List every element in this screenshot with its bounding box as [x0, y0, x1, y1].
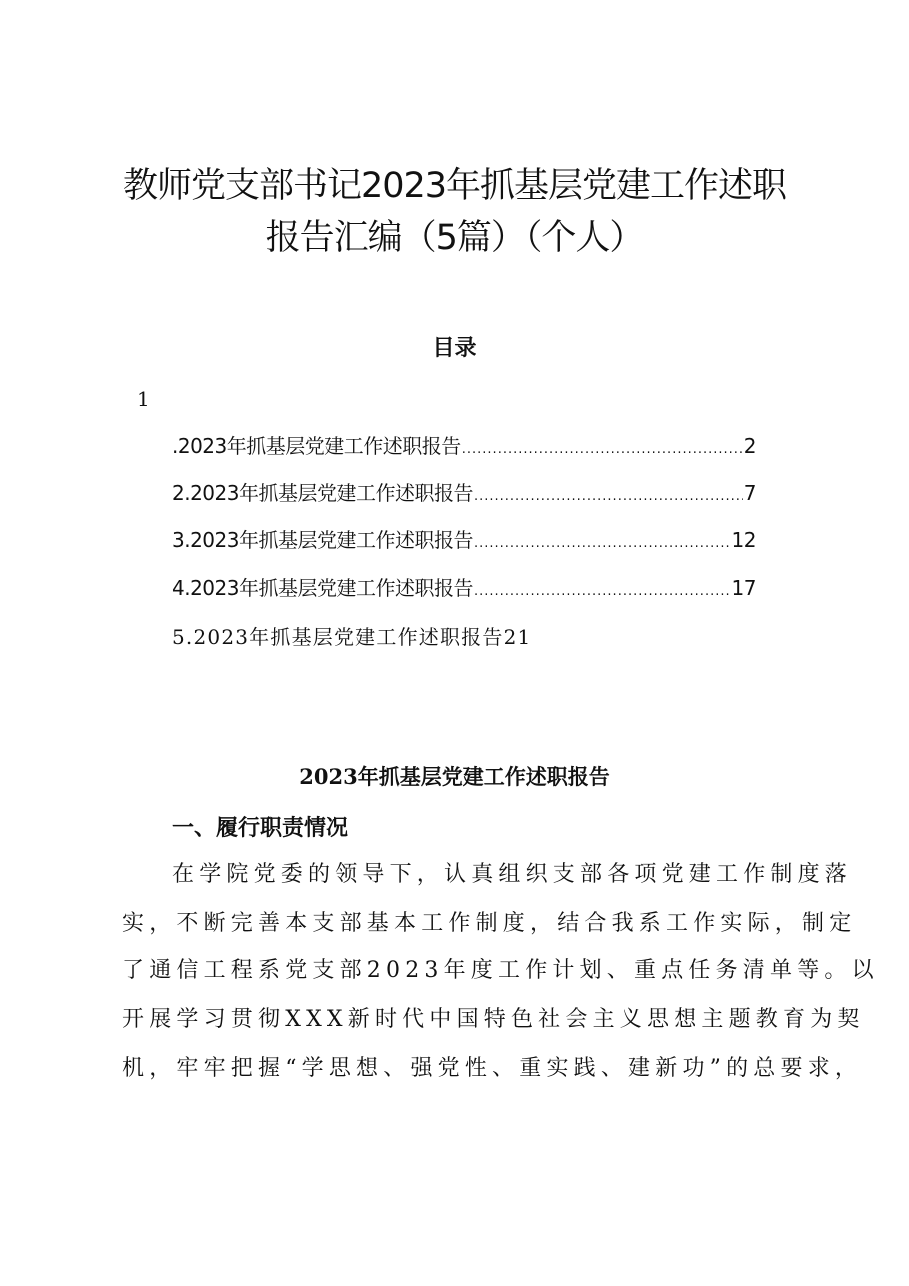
toc-entry[interactable]: [172, 573, 756, 603]
toc-leader-dots: [474, 529, 731, 559]
toc-entry[interactable]: [172, 431, 756, 461]
section-heading: 一、履行职责情况: [172, 816, 349, 841]
toc-entry-title: .2023年抓基层党建工作述职报告: [172, 434, 461, 458]
toc-entry[interactable]: [172, 478, 756, 508]
toc-entry-title: 2.2023年抓基层党建工作述职报告: [172, 481, 473, 505]
toc-entry[interactable]: [172, 525, 756, 555]
body-text-line: 开展学习贯彻XXX新时代中国特色社会主义思想主题教育为契: [122, 1007, 865, 1032]
document-title-line-1: 教师党支部书记2023年抓基层党建工作述职: [122, 166, 787, 206]
toc-leader-dots: [474, 482, 743, 512]
body-text-line: 实，不断完善本支部基本工作制度，结合我系工作实际，制定: [122, 911, 857, 936]
document-title-line-2: 报告汇编（5篇）（个人）: [265, 218, 644, 258]
toc-entry-page: 7: [743, 481, 756, 505]
toc-entry-title: 3.2023年抓基层党建工作述职报告: [172, 528, 473, 552]
body-text-line: 了通信工程系党支部2023年度工作计划、重点任务清单等。以: [122, 958, 879, 983]
toc-entry-page: 2: [743, 434, 756, 458]
toc-entry-last[interactable]: 5.2023年抓基层党建工作述职报告21: [172, 625, 532, 649]
toc-entry-page: 12: [731, 528, 756, 552]
toc-entry-title: 4.2023年抓基层党建工作述职报告: [172, 576, 473, 600]
toc-orphan-number: 1: [137, 387, 150, 411]
report-title: 2023年抓基层党建工作述职报告: [299, 764, 610, 789]
body-text-line: 机，牢牢把握“学思想、强党性、重实践、建新功”的总要求，: [122, 1056, 863, 1081]
toc-heading: 目录: [432, 335, 477, 361]
toc-leader-dots: [462, 435, 743, 465]
toc-entry-page: 17: [731, 576, 756, 600]
toc-leader-dots: [474, 577, 731, 607]
body-text-line: 在学院党委的领导下，认真组织支部各项党建工作制度落: [172, 862, 853, 887]
